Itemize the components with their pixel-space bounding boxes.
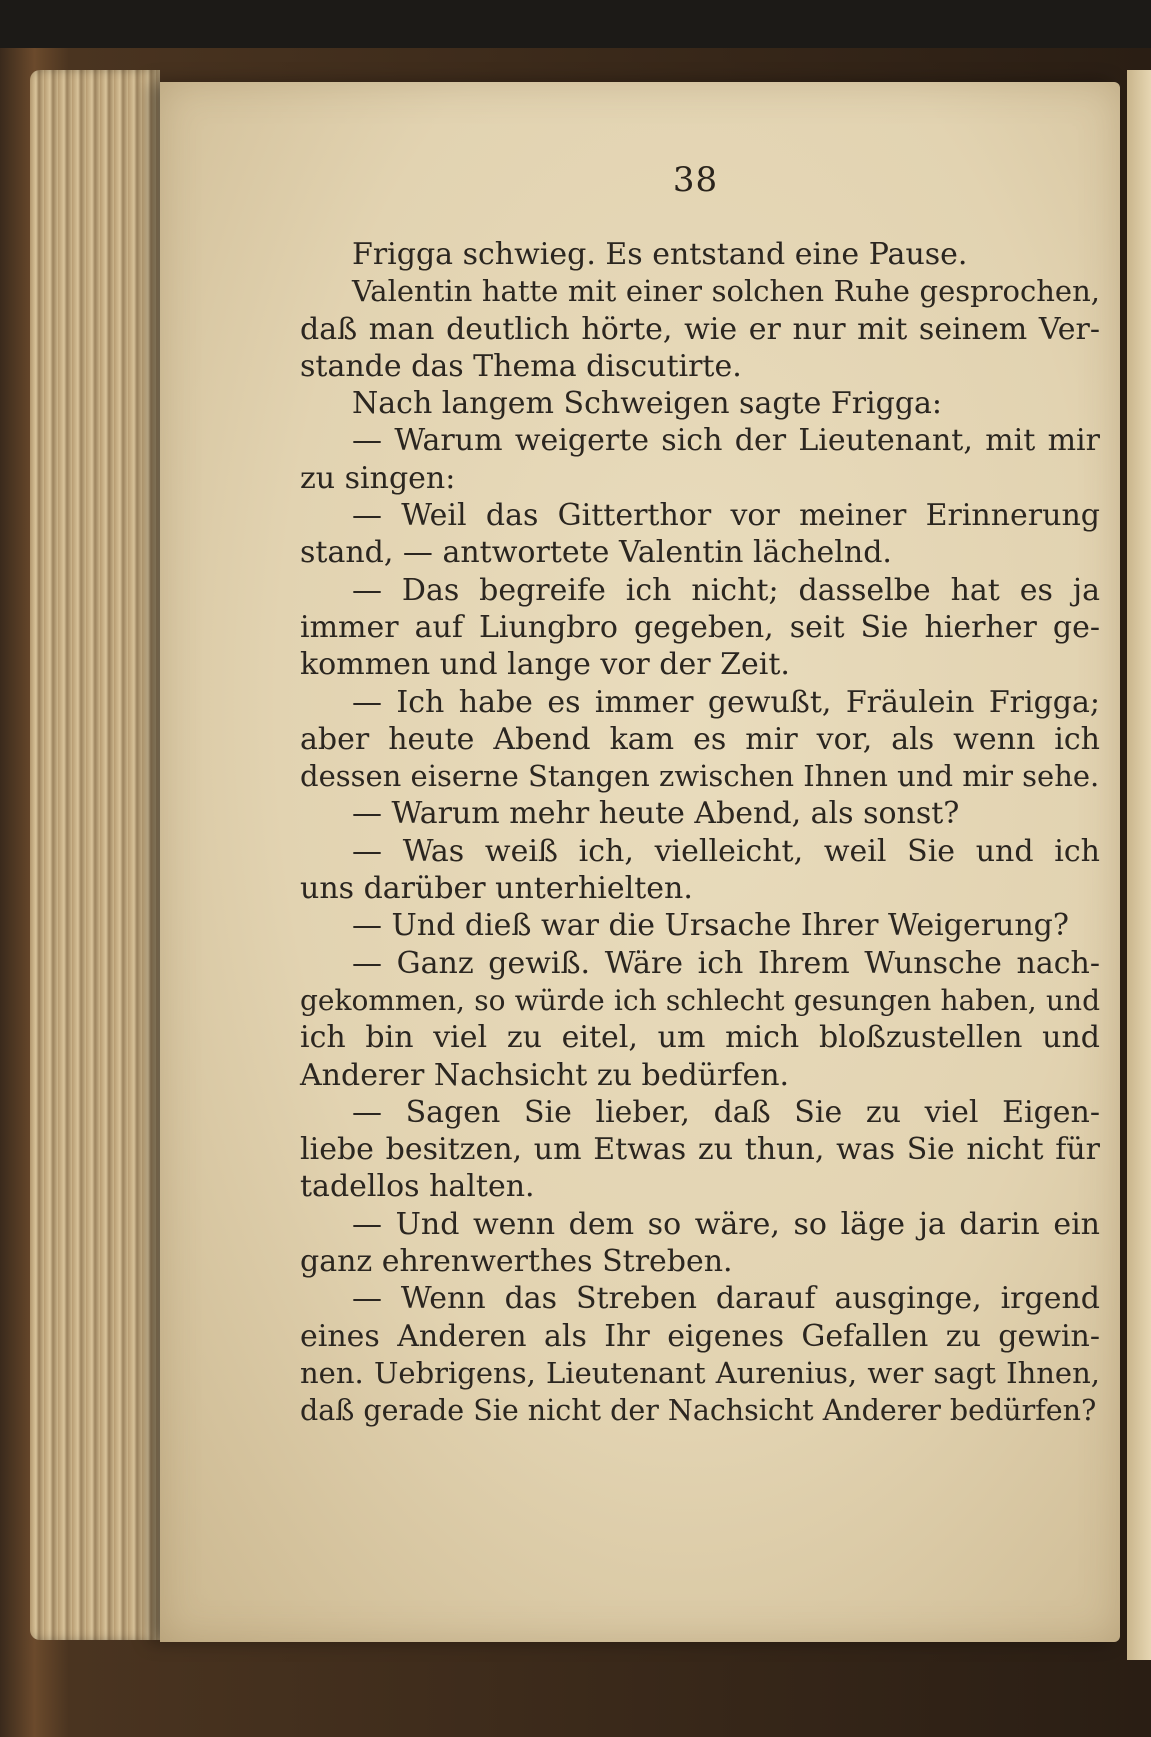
text-line: nen. Uebrigens, Lieutenant Aurenius, wer sagt Ihnen,: [300, 1355, 1100, 1390]
text-line: ganz ehrenwerthes Streben.: [300, 1244, 733, 1280]
text-line: Frigga schwieg. Es entstand eine Pause.: [352, 237, 968, 272]
page-edges: [30, 70, 160, 1640]
text-line: zu singen:: [300, 460, 456, 496]
text-line: Anderer Nachsicht zu bedürfen.: [300, 1057, 790, 1093]
text-line: kommen und lange vor der Zeit.: [300, 647, 790, 683]
text-line: tadellos halten.: [300, 1169, 535, 1205]
text-line: daß man deutlich hörte, wie er nur mit seinem Ver-: [300, 311, 1100, 347]
page-number: 38: [672, 160, 719, 200]
text-line: ich bin viel zu eitel, um mich bloßzustellen und: [300, 1020, 1100, 1056]
text-line: — Und wenn dem so wäre, so läge ja darin ein: [352, 1206, 1100, 1242]
text-line: dessen eiserne Stangen zwischen Ihnen und mir sehe.: [300, 759, 1100, 794]
text-line: — Sagen Sie lieber, daß Sie zu viel Eigen-: [352, 1094, 1100, 1130]
text-line: liebe besitzen, um Etwas zu thun, was Sie nicht für: [300, 1132, 1100, 1168]
text-line: — Das begreife ich nicht; dasselbe hat es ja: [352, 572, 1100, 608]
text-line: — Wenn das Streben darauf ausginge, irgend: [352, 1281, 1100, 1317]
text-line: — Was weiß ich, vielleicht, weil Sie und ich: [352, 833, 1100, 869]
text-line: — Und dieß war die Ursache Ihrer Weigerung?: [352, 908, 1069, 944]
text-line: daß gerade Sie nicht der Nachsicht Anderer bedürfen?: [300, 1394, 1097, 1428]
body-text: [300, 236, 1100, 1430]
text-line: — Ganz gewiß. Wäre ich Ihrem Wunsche nach-: [352, 945, 1100, 981]
text-line: aber heute Abend kam es mir vor, als wenn ich: [300, 721, 1100, 757]
text-line: — Warum weigerte sich der Lieutenant, mit mir: [352, 423, 1100, 459]
text-line: — Ich habe es immer gewußt, Fräulein Frigga;: [352, 684, 1100, 720]
text-line: stand, — antwortete Valentin lächelnd.: [300, 535, 892, 571]
next-page-edge: [1127, 70, 1151, 1660]
text-line: eines Anderen als Ihr eigenes Gefallen zu gewin-: [300, 1318, 1100, 1354]
text-line: — Weil das Gitterthor vor meiner Erinnerung: [352, 498, 1100, 534]
text-line: immer auf Liungbro gegeben, seit Sie hierher ge-: [300, 609, 1100, 645]
text-line: — Warum mehr heute Abend, als sonst?: [352, 796, 960, 832]
text-line: stande das Thema discutirte.: [300, 348, 742, 384]
text-line: Valentin hatte mit einer solchen Ruhe gesprochen,: [352, 274, 1100, 309]
text-line: Nach langem Schweigen sagte Frigga:: [352, 386, 943, 422]
text-line: uns darüber unterhielten.: [300, 871, 693, 907]
text-line: gekommen, so würde ich schlecht gesungen haben, und: [300, 983, 1100, 1017]
